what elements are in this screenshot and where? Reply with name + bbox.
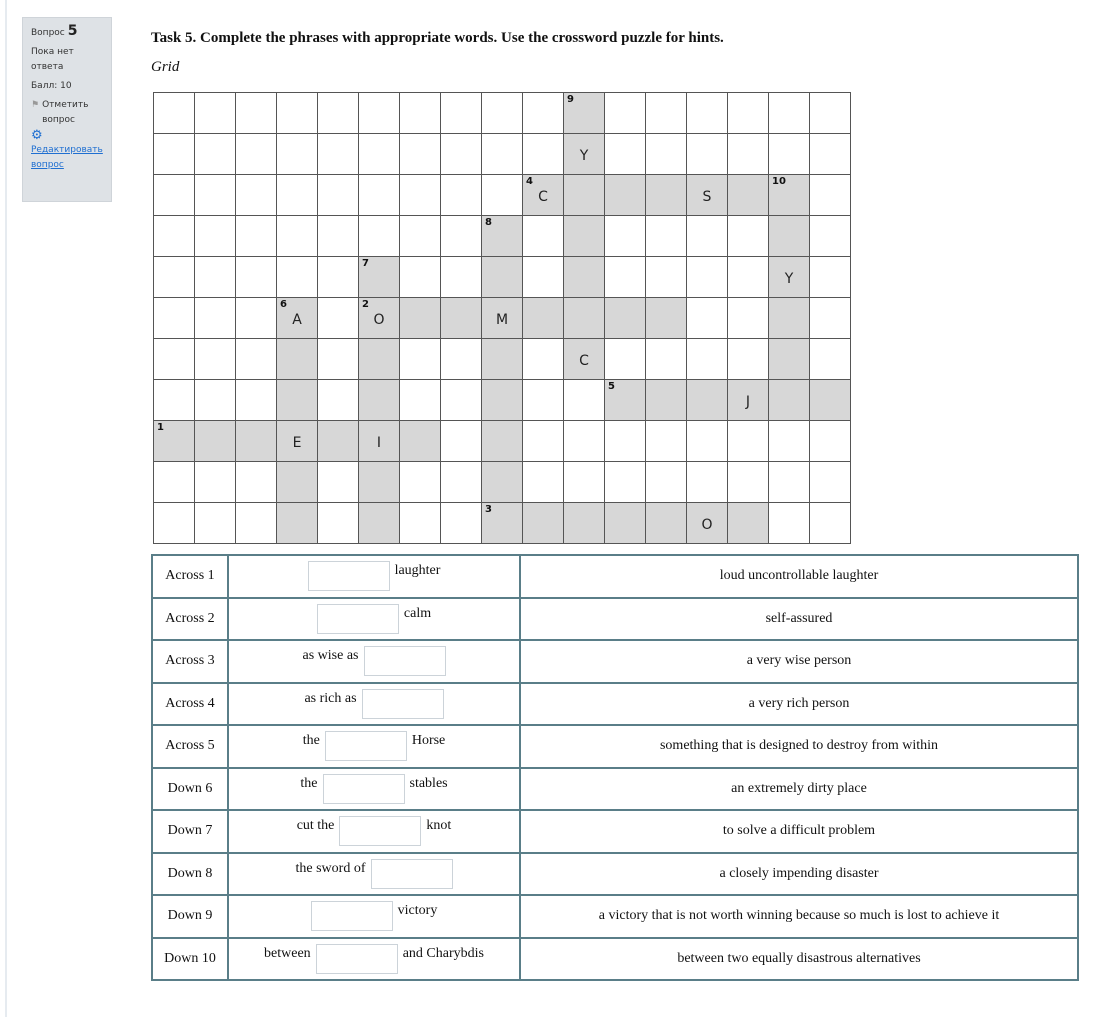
grid-cell (400, 257, 441, 298)
grid-cell (154, 134, 195, 175)
grid-cell (195, 175, 236, 216)
clue-phrase (308, 561, 441, 591)
grid-cell (482, 175, 523, 216)
grid-cell (564, 462, 605, 503)
answer-input[interactable] (317, 604, 399, 634)
grid-cell (277, 216, 318, 257)
phrase-before: the sword of (295, 860, 366, 876)
grid-cell (236, 298, 277, 339)
grid-cell (318, 298, 359, 339)
phrase-before: the (300, 775, 318, 791)
clue-meaning: a closely impending disaster (520, 853, 1078, 896)
answer-status: Пока нет ответа (31, 47, 74, 72)
grid-cell (318, 93, 359, 134)
clue-meaning: a victory that is not worth winning because so much is lost to achieve it (520, 895, 1078, 938)
grid-cell (318, 257, 359, 298)
grid-cell-shaded (564, 216, 605, 257)
grid-cell-shaded (769, 216, 810, 257)
grid-cell (154, 175, 195, 216)
grid-cell (523, 134, 564, 175)
grid-cell-shaded (359, 339, 400, 380)
edit-question-link[interactable]: Редактировать вопрос (31, 145, 103, 170)
grid-cell (728, 216, 769, 257)
phrase-after: knot (426, 818, 452, 834)
phrase-after: stables (409, 775, 448, 791)
cell-letter: O (373, 312, 385, 328)
grid-cell-shaded (605, 175, 646, 216)
clue-meaning: a very rich person (520, 683, 1078, 726)
grid-cell (236, 503, 277, 544)
phrase-after: laughter (394, 563, 441, 579)
grid-cell (810, 298, 851, 339)
grid-cell (400, 462, 441, 503)
grid-cell-shaded (605, 380, 646, 421)
clue-row (152, 938, 1078, 981)
grid-cell-shaded (359, 257, 400, 298)
grid-cell (359, 175, 400, 216)
grid-cell-shaded (482, 216, 523, 257)
gear-icon[interactable]: ⚙ (31, 128, 43, 143)
clues-table (151, 554, 1079, 981)
grid-cell (564, 421, 605, 462)
grid-cell-shaded (277, 421, 318, 462)
clue-row (152, 768, 1078, 811)
grid-cell (728, 93, 769, 134)
grid-cell (236, 257, 277, 298)
cell-letter: I (376, 435, 382, 451)
grid-cell (687, 93, 728, 134)
grid-cell (400, 503, 441, 544)
clue-label: Down 8 (152, 853, 228, 896)
grid-cell (769, 93, 810, 134)
grid-cell-shaded (564, 134, 605, 175)
grid-cell (687, 257, 728, 298)
answer-input[interactable] (323, 774, 405, 804)
grid-cell-shaded (646, 175, 687, 216)
grid-cell (728, 339, 769, 380)
phrase-after: and Charybdis (402, 945, 484, 961)
grid-cell (154, 93, 195, 134)
grid-cell-shaded (359, 298, 400, 339)
grid-cell-shaded (359, 421, 400, 462)
grid-cell (236, 134, 277, 175)
clue-number: 5 (608, 381, 615, 392)
grid-cell-shaded (564, 298, 605, 339)
clue-number: 8 (485, 217, 492, 228)
grid-cell (400, 380, 441, 421)
grid-cell (605, 339, 646, 380)
grid-cell-shaded (687, 503, 728, 544)
clue-row (152, 810, 1078, 853)
grid-cell (359, 134, 400, 175)
question-number-value: 5 (67, 23, 78, 39)
clue-number: 2 (362, 299, 369, 310)
page-left-border (5, 0, 7, 1017)
grid-cell (687, 134, 728, 175)
grid-cell (195, 216, 236, 257)
clue-phrase (296, 859, 453, 889)
cell-letter: Y (579, 148, 589, 164)
clue-number: 3 (485, 504, 492, 515)
grid-cell (154, 257, 195, 298)
grid-cell-shaded (769, 298, 810, 339)
clue-meaning: to solve a difficult problem (520, 810, 1078, 853)
clue-label: Across 2 (152, 598, 228, 641)
cell-letter: O (701, 517, 713, 533)
grid-cell (195, 380, 236, 421)
grid-cell-shaded (236, 421, 277, 462)
grid-cell (441, 93, 482, 134)
grid-cell-shaded (769, 175, 810, 216)
grid-cell-shaded (359, 503, 400, 544)
clue-phrase-cell (228, 640, 520, 683)
grid-cell-shaded (154, 421, 195, 462)
grid-cell (646, 134, 687, 175)
grid-cell (154, 462, 195, 503)
grid-cell-shaded (769, 380, 810, 421)
task-title: Task 5. Complete the phrases with appropriate words. Use the crossword puzzle for hints. (151, 30, 724, 46)
grid-cell (236, 216, 277, 257)
grid-cell-shaded (318, 421, 359, 462)
clue-label: Across 3 (152, 640, 228, 683)
cell-letter: S (702, 189, 712, 205)
clue-meaning: loud uncontrollable laughter (520, 555, 1078, 598)
grid-cell (359, 216, 400, 257)
grid-cell (769, 503, 810, 544)
grid-cell (769, 421, 810, 462)
grid-cell (605, 216, 646, 257)
clue-phrase-cell (228, 895, 520, 938)
grid-cell (400, 175, 441, 216)
grid-cell (318, 339, 359, 380)
clue-phrase-cell (228, 938, 520, 981)
flag-question-label: Отметить вопрос (42, 100, 89, 125)
grid-cell (605, 257, 646, 298)
answer-input[interactable] (362, 689, 444, 719)
grid-cell (359, 93, 400, 134)
cell-letter: E (292, 435, 302, 451)
grid-cell (769, 134, 810, 175)
answer-input[interactable] (371, 859, 453, 889)
grid-cell (605, 134, 646, 175)
grid-cell (318, 216, 359, 257)
grid-cell (810, 339, 851, 380)
answer-input[interactable] (316, 944, 398, 974)
phrase-before: as rich as (304, 690, 357, 706)
cell-letter: C (538, 189, 548, 205)
grid-cell (318, 134, 359, 175)
grid-cell (400, 134, 441, 175)
clue-phrase (264, 944, 484, 974)
question-number (31, 24, 103, 41)
clue-label: Across 4 (152, 683, 228, 726)
grid-cell (523, 462, 564, 503)
clue-label: Across 1 (152, 555, 228, 598)
grid-cell (523, 421, 564, 462)
cell-letter: Y (784, 271, 794, 287)
grid-cell (564, 380, 605, 421)
phrase-before: cut the (296, 818, 335, 834)
grid-cell-shaded (769, 339, 810, 380)
clue-row (152, 555, 1078, 598)
cell-letter: C (579, 353, 589, 369)
grid-cell-shaded (728, 175, 769, 216)
clue-row (152, 598, 1078, 641)
phrase-before: as wise as (302, 648, 359, 664)
clue-meaning: self-assured (520, 598, 1078, 641)
grid-cell (277, 257, 318, 298)
grid-cell-shaded (482, 380, 523, 421)
grid-cell (154, 503, 195, 544)
clue-phrase-cell (228, 853, 520, 896)
crossword-grid (153, 92, 851, 544)
grid-cell (810, 175, 851, 216)
grid-cell (195, 462, 236, 503)
clue-meaning: a very wise person (520, 640, 1078, 683)
grid-cell (605, 421, 646, 462)
grid-cell (318, 175, 359, 216)
grid-cell-shaded (523, 175, 564, 216)
grid-cell (277, 175, 318, 216)
grid-cell (441, 462, 482, 503)
grid-cell (810, 93, 851, 134)
clue-meaning: something that is designed to destroy from within (520, 725, 1078, 768)
phrase-after: victory (397, 903, 438, 919)
clue-phrase-cell (228, 810, 520, 853)
grid-cell-shaded (687, 380, 728, 421)
grid-cell (687, 298, 728, 339)
question-info-panel (22, 17, 112, 202)
cell-letter: J (745, 394, 751, 410)
answer-input[interactable] (311, 901, 393, 931)
grid-cell-shaded (277, 462, 318, 503)
grid-cell (441, 175, 482, 216)
grid-cell-shaded (564, 93, 605, 134)
clue-phrase-cell (228, 598, 520, 641)
answer-input[interactable] (364, 646, 446, 676)
grid-cell (810, 134, 851, 175)
clue-phrase (297, 816, 452, 846)
grid-cell-shaded (277, 339, 318, 380)
grid-cell-shaded (482, 421, 523, 462)
phrase-before: between (264, 945, 311, 961)
grid-cell (154, 339, 195, 380)
grid-cell-shaded (482, 339, 523, 380)
clue-phrase-cell (228, 555, 520, 598)
grid-cell (810, 257, 851, 298)
clue-phrase-cell (228, 683, 520, 726)
grid-cell (441, 380, 482, 421)
clue-label: Across 5 (152, 725, 228, 768)
clue-number: 9 (567, 94, 574, 105)
clue-number: 4 (526, 176, 533, 187)
grid-cell-shaded (605, 503, 646, 544)
grid-cell (195, 503, 236, 544)
clue-number: 10 (772, 176, 786, 187)
clue-label: Down 6 (152, 768, 228, 811)
grid-cell (687, 339, 728, 380)
grid-cell (441, 339, 482, 380)
grid-cell (441, 503, 482, 544)
grid-cell (687, 216, 728, 257)
grid-cell (154, 216, 195, 257)
grid-cell (646, 421, 687, 462)
answer-input[interactable] (308, 561, 390, 591)
clue-phrase (300, 774, 447, 804)
phrase-before: the (302, 733, 320, 749)
grid-cell (646, 462, 687, 503)
grid-cell (523, 339, 564, 380)
phrase-after: calm (403, 605, 432, 621)
clue-row (152, 895, 1078, 938)
grid-cell (810, 421, 851, 462)
flag-question-button[interactable] (31, 98, 103, 128)
answer-input[interactable] (339, 816, 421, 846)
clue-row (152, 683, 1078, 726)
clue-number: 7 (362, 258, 369, 269)
grid-cell (523, 216, 564, 257)
grid-cell (728, 298, 769, 339)
clue-label: Down 7 (152, 810, 228, 853)
grid-cell (605, 462, 646, 503)
grid-cell (728, 462, 769, 503)
grid-cell (400, 216, 441, 257)
grid-cell (646, 257, 687, 298)
grid-cell (277, 134, 318, 175)
grid-cell (769, 462, 810, 503)
grid-cell (482, 134, 523, 175)
grid-cell-shaded (646, 298, 687, 339)
grid-cell (400, 93, 441, 134)
clue-phrase (311, 901, 438, 931)
grid-cell (441, 257, 482, 298)
grid-cell (441, 421, 482, 462)
grid-cell-shaded (359, 380, 400, 421)
grid-cell (236, 339, 277, 380)
grid-cell-shaded (564, 175, 605, 216)
grid-cell-shaded (564, 339, 605, 380)
clue-phrase (303, 646, 446, 676)
cell-letter: M (495, 312, 509, 328)
clue-phrase-cell (228, 768, 520, 811)
question-label: Вопрос (31, 28, 65, 38)
grid-cell (400, 339, 441, 380)
grid-cell (195, 134, 236, 175)
grid-cell-shaded (728, 503, 769, 544)
grid-cell (154, 380, 195, 421)
phrase-after: Horse (411, 733, 446, 749)
grid-cell-shaded (400, 298, 441, 339)
grid-cell (810, 216, 851, 257)
flag-icon: ⚑ (31, 100, 40, 110)
grid-cell-shaded (605, 298, 646, 339)
grid-cell-shaded (646, 503, 687, 544)
grid-cell (523, 257, 564, 298)
grid-cell-shaded (523, 503, 564, 544)
clue-row (152, 725, 1078, 768)
grid-cell (236, 93, 277, 134)
grid-cell (728, 257, 769, 298)
grid-cell-shaded (482, 462, 523, 503)
grid-cell-shaded (441, 298, 482, 339)
grid-cell-shaded (195, 421, 236, 462)
grid-cell (441, 134, 482, 175)
grid-cell-shaded (769, 257, 810, 298)
clue-phrase-cell (228, 725, 520, 768)
grid-cell-shaded (400, 421, 441, 462)
grid-cell (318, 503, 359, 544)
grid-cell-shaded (482, 298, 523, 339)
grid-cell (605, 93, 646, 134)
grid-cell-shaded (646, 380, 687, 421)
clue-phrase (303, 731, 446, 761)
grid-cell-shaded (277, 503, 318, 544)
clue-row (152, 853, 1078, 896)
grid-cell-shaded (359, 462, 400, 503)
grid-cell (687, 462, 728, 503)
grid-cell (441, 216, 482, 257)
grid-cell (195, 257, 236, 298)
clue-label: Down 10 (152, 938, 228, 981)
grid-cell (810, 462, 851, 503)
grid-cell (277, 93, 318, 134)
clue-row (152, 640, 1078, 683)
clue-number: 6 (280, 299, 287, 310)
grid-cell-shaded (564, 503, 605, 544)
task-subtitle: Grid (151, 59, 180, 75)
grid-cell (195, 93, 236, 134)
clue-label: Down 9 (152, 895, 228, 938)
clue-number: 1 (157, 422, 164, 433)
grid-cell-shaded (523, 298, 564, 339)
grid-cell-shaded (810, 380, 851, 421)
grid-cell (810, 503, 851, 544)
grid-cell (687, 421, 728, 462)
grid-cell (523, 93, 564, 134)
grid-cell-shaded (687, 175, 728, 216)
grid-cell (646, 216, 687, 257)
grid-cell-shaded (482, 257, 523, 298)
grid-cell-shaded (482, 503, 523, 544)
grid-cell (195, 339, 236, 380)
grid-cell (646, 339, 687, 380)
grid-cell (318, 462, 359, 503)
grid-cell-shaded (564, 257, 605, 298)
grid-cell (236, 380, 277, 421)
grid-cell (728, 421, 769, 462)
clue-phrase (304, 689, 443, 719)
answer-input[interactable] (325, 731, 407, 761)
clue-phrase (317, 604, 431, 634)
grid-cell (318, 380, 359, 421)
question-score: Балл: 10 (31, 81, 72, 91)
grid-cell (236, 462, 277, 503)
grid-cell (728, 134, 769, 175)
grid-cell-shaded (277, 380, 318, 421)
grid-cell (154, 298, 195, 339)
clue-meaning: an extremely dirty place (520, 768, 1078, 811)
grid-cell (236, 175, 277, 216)
grid-cell-shaded (728, 380, 769, 421)
grid-cell (523, 380, 564, 421)
grid-cell-shaded (277, 298, 318, 339)
grid-cell (482, 93, 523, 134)
clue-meaning: between two equally disastrous alternatives (520, 938, 1078, 981)
cell-letter: A (292, 312, 302, 328)
grid-cell (195, 298, 236, 339)
grid-cell (646, 93, 687, 134)
